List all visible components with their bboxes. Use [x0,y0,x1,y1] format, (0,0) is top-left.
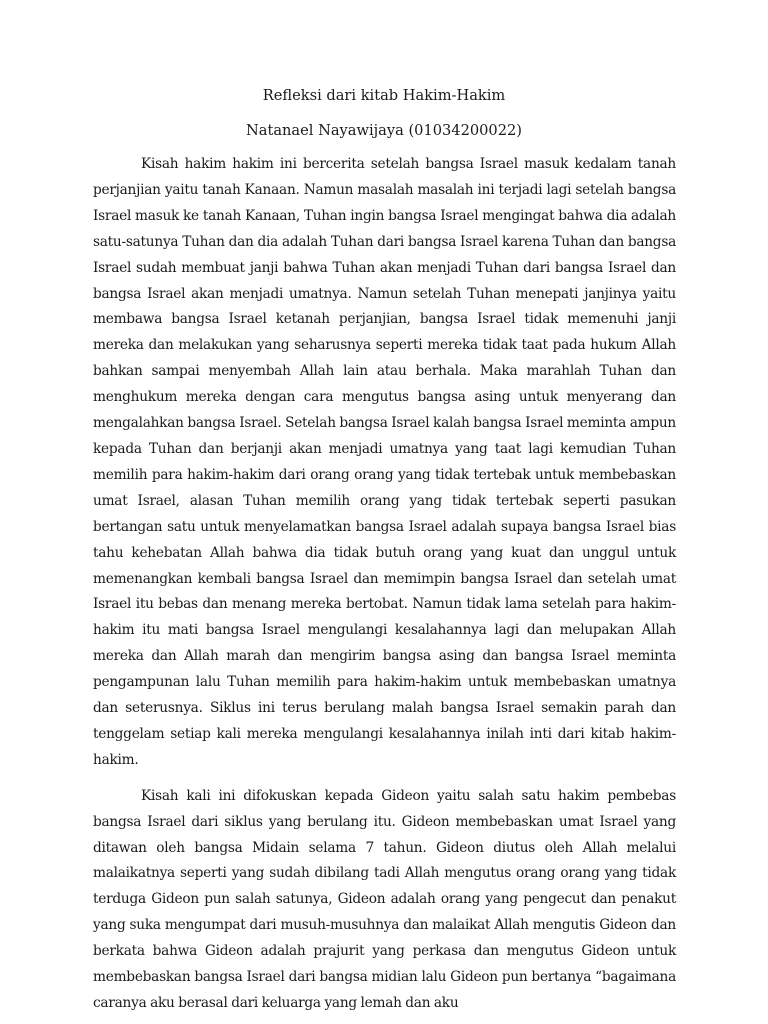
paragraph-1: Kisah hakim hakim ini bercerita setelah bangsa Israel masuk kedalam tanah perjanjian yaitu tanah Kanaan. Namun masalah masalah ini terjadi lagi setelah bangsa Israel masuk ke tanah Kanaan, Tuhan ingin bangsa Israel mengingat bahwa dia adalah satu-satunya Tuhan dan dia adalah Tuhan dari bangsa Israel karena Tuhan dan bangsa Israel sudah membuat janji bahwa Tuhan akan menjadi Tuhan dari bangsa Israel dan bangsa Israel akan menjadi umatnya. Namun setelah Tuhan menepati janjinya yaitu membawa bangsa Israel ketanah perjanjian, bangsa Israel tidak memenuhi janji mereka dan melakukan yang seharusnya seperti mereka tidak taat pada hukum Allah bahkan sampai menyembah Allah lain atau berhala. Maka marahlah Tuhan dan menghukum mereka dengan cara mengutus bangsa asing untuk menyerang dan mengalahkan bangsa Israel. Setelah bangsa Israel kalah bangsa Israel meminta ampun kepada Tuhan dan berjanji akan menjadi umatnya yang taat lagi kemudian Tuhan memilih para hakim-hakim dari orang orang yang tidak tertebak untuk membebaskan umat Israel, alasan Tuhan memilih orang yang tidak tertebak seperti pasukan bertangan satu untuk menyelamatkan bangsa Israel adalah supaya bangsa Israel bias tahu kehebatan Allah bahwa dia tidak butuh orang yang kuat dan unggul untuk memenangkan kembali bangsa Israel dan memimpin bangsa Israel dan setelah umat Israel itu bebas dan menang mereka bertobat. Namun tidak lama setelah para hakim-hakim itu mati bangsa Israel mengulangi kesalahannya lagi dan melupakan Allah mereka dan Allah marah dan mengirim bangsa asing dan bangsa Israel meminta pengampunan lalu Tuhan memilih para hakim-hakim untuk membebaskan umatnya dan seterusnya. Siklus ini terus berulang malah bangsa Israel semakin parah dan tenggelam setiap kali mereka mengulangi kesalahannya inilah inti dari kitab hakim-hakim. [93,156,676,768]
document-body [93,152,676,1017]
paragraph-2: Kisah kali ini difokuskan kepada Gideon yaitu salah satu hakim pembebas bangsa Israel dari siklus yang berulang itu. Gideon membebaskan umat Israel yang ditawan oleh bangsa Midain selama 7 tahun. Gideon diutus oleh Allah melalui malaikatnya seperti yang sudah dibilang tadi Allah mengutus orang orang yang tidak terduga Gideon pun salah satunya, Gideon adalah orang yang pengecut dan penakut yang suka mengumpat dari musuh-musuhnya dan malaikat Allah mengutis Gideon dan berkata bahwa Gideon adalah prajurit yang perkasa dan mengutus Gideon untuk membebaskan bangsa Israel dari bangsa midian lalu Gideon pun bertanya “bagaimana caranya aku berasal dari keluarga yang lemah dan aku [93,787,676,1011]
document-title: Refleksi dari kitab Hakim-Hakim [262,87,506,104]
author-line: Natanael Nayawijaya (01034200022) [246,122,522,139]
